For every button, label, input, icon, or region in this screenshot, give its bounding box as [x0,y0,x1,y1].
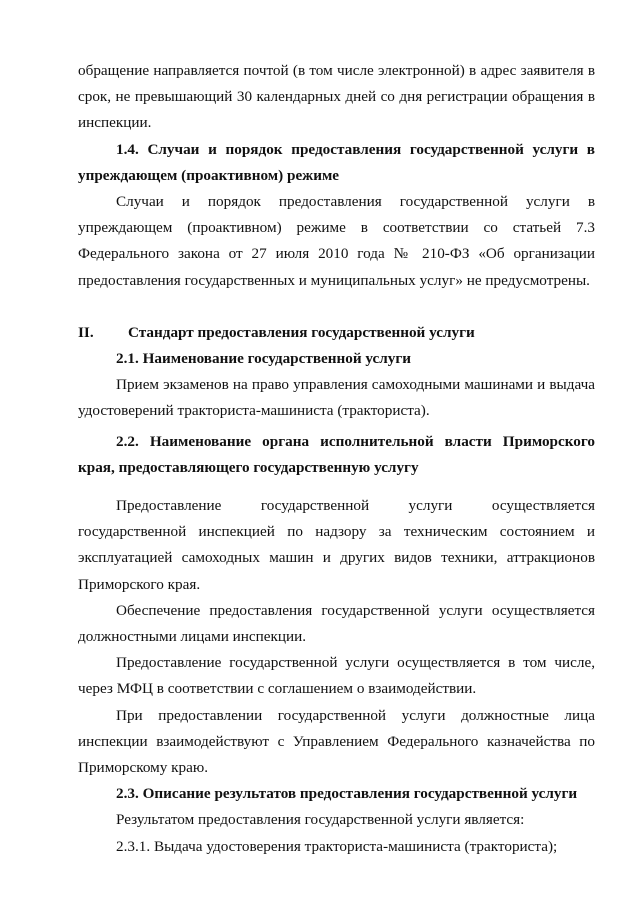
paragraph-2-3-1: 2.3.1. Выдача удостоверения тракториста-машиниста (тракториста); [116,837,558,855]
paragraph-2-2b: Обеспечение предоставления государственной услуги осуществляется должностными лицами инспекции. [78,601,595,646]
section-title: Стандарт предоставления государственной услуги [128,323,475,341]
paragraph-continuation: обращение направляется почтой (в том числе электронной) в адрес заявителя в срок, не превышающий 30 календарных дней со дня регистрации обращения в инспекции. [78,62,595,132]
paragraph-2-2d: При предоставлении государственной услуги должностные лица инспекции взаимодействуют с Управлением Федерального казначейства по Приморскому краю. [78,706,595,777]
heading-2-3: 2.3. Описание результатов предоставления государственной услуги [116,785,578,803]
paragraph-1-4: Случаи и порядок предоставления государственной услуги в упреждающем (проактивном) режиме в соответствии со статьей 7.3 Федерального закона от 27 июля 2010 года № 210-ФЗ «Об организации предоставления государственных и муниципальных услуг» не предусмотрены. [78,193,595,289]
paragraph-2-2c: Предоставление государственной услуги осуществляется в том числе, через МФЦ в соответствии с соглашением о взаимодействии. [78,654,595,698]
paragraph-2-1: Прием экзаменов на право управления самоходными машинами и выдача удостоверений тракториста-машиниста (тракториста). [78,376,595,420]
heading-2-2: 2.2. Наименование органа исполнительной власти Приморского края, предоставляющего государственную услугу [78,432,595,476]
section-heading-ii [78,320,595,346]
heading-2-1: 2.1. Наименование государственной услуги [116,350,412,368]
paragraph-2-2a: Предоставление государственной услуги осуществляется государственной инспекцией по надзору за техническим состоянием и эксплуатацией самоходных машин и других видов техники, аттракционов Приморского края. [78,497,595,593]
heading-1-4: 1.4. Случаи и порядок предоставления государственной услуги в упреждающем (проактивном) режиме [78,140,595,184]
document-page [78,58,595,860]
section-number: II. [78,323,94,341]
paragraph-2-3: Результатом предоставления государственной услуги является: [116,811,525,829]
